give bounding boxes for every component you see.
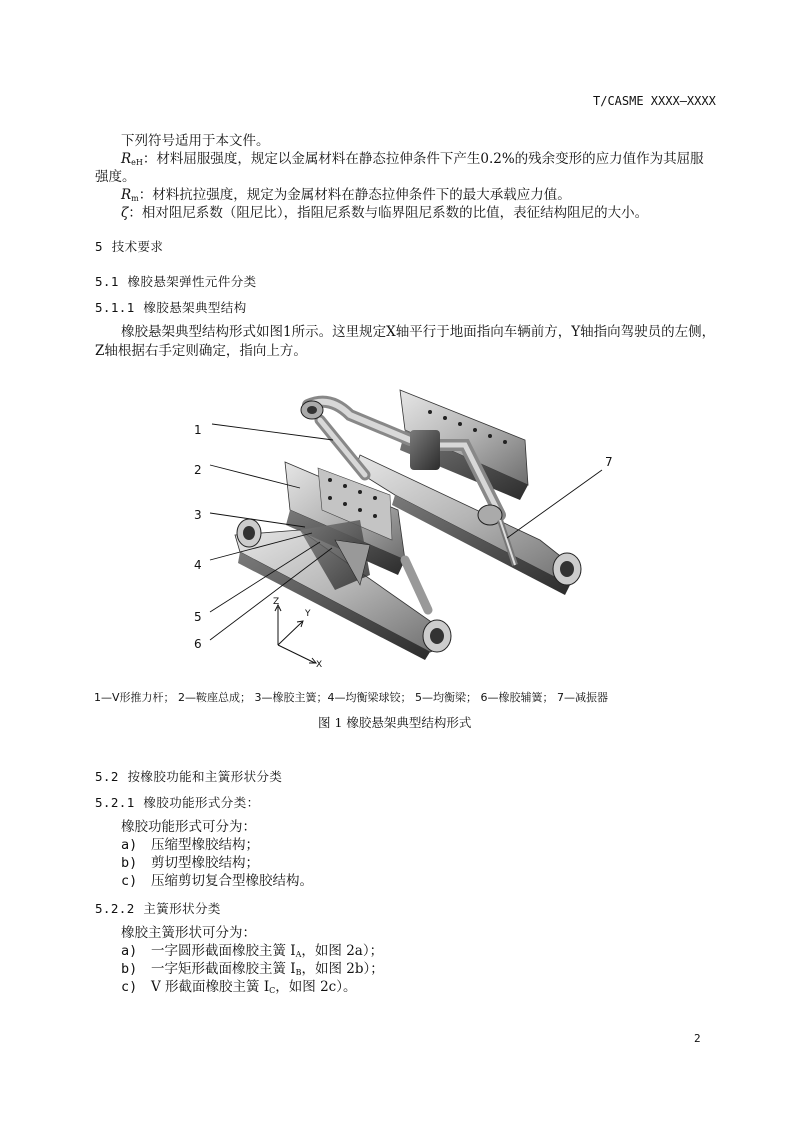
- callout-label: 7: [605, 455, 613, 469]
- document-id: T/CASME XXXX—XXXX: [593, 94, 716, 108]
- symbol-reh-cont: 强度。: [95, 169, 136, 185]
- symbol-reh: $R_{eH}$：材料屈服强度，规定以金属材料在静态拉伸条件下产生0.2%的残余变形的应力值作为其屈服: [121, 151, 704, 167]
- paragraph: 橡胶悬架典型结构形式如图1所示。这里规定X轴平行于地面指向车辆前方，Y轴指向驾驶员的左侧，: [121, 324, 716, 340]
- callout-label: 2: [194, 463, 202, 477]
- axis-z-label: Z: [273, 597, 280, 607]
- section-heading: 5.2.1 橡胶功能形式分类：: [95, 795, 260, 810]
- callout-label: 4: [194, 558, 202, 572]
- list-item: c) 压缩剪切复合型橡胶结构。: [121, 873, 313, 889]
- callout-label: 1: [194, 423, 202, 437]
- symbol-rm: $R_m$：材料抗拉强度，规定为金属材料在静态拉伸条件下的最大承载应力值。: [121, 187, 571, 203]
- figure-legend: 1—V形推力杆； 2—鞍座总成； 3—橡胶主簧；4—均衡梁球铰； 5—均衡梁； 6—橡胶辅簧； 7—减振器: [94, 691, 608, 704]
- page-number: 2: [694, 1032, 701, 1045]
- figure-caption: 图 1 橡胶悬架典型结构形式: [318, 715, 472, 730]
- section-heading: 5.2 按橡胶功能和主簧形状分类: [95, 769, 283, 784]
- section-heading: 5 技术要求: [95, 239, 164, 254]
- list-intro: 橡胶功能形式可分为：: [121, 819, 256, 835]
- list-item: b) 一字矩形截面橡胶主簧 $Ⅰ_B$，如图 2b）；: [121, 961, 384, 977]
- section-heading: 5.2.2 主簧形状分类: [95, 901, 221, 916]
- callout-label: 3: [194, 508, 202, 522]
- axis-x-label: X: [316, 660, 323, 670]
- list-item: c) V 形截面橡胶主簧 $Ⅰ_C$，如图 2c）。: [121, 979, 357, 995]
- list-item: a) 一字圆形截面橡胶主簧 $Ⅰ_A$，如图 2a）；: [121, 943, 384, 959]
- section-heading: 5.1 橡胶悬架弹性元件分类: [95, 274, 257, 289]
- list-intro: 橡胶主簧形状可分为：: [121, 925, 256, 941]
- list-item: a) 压缩型橡胶结构；: [121, 837, 259, 853]
- callout-label: 6: [194, 637, 202, 651]
- paragraph: Z轴根据右手定则确定，指向上方。: [95, 343, 307, 359]
- callout-label: 5: [194, 610, 202, 624]
- section-heading: 5.1.1 橡胶悬架典型结构: [95, 300, 247, 315]
- front-equalizer-beam: [235, 519, 451, 660]
- symbols-intro: 下列符号适用于本文件。: [121, 133, 270, 149]
- symbol-zeta: ζ：相对阻尼系数（阻尼比），指阻尼系数与临界阻尼系数的比值，表征结构阻尼的大小。: [121, 205, 649, 221]
- axis-y-label: Y: [305, 609, 311, 619]
- list-item: b) 剪切型橡胶结构；: [121, 855, 259, 871]
